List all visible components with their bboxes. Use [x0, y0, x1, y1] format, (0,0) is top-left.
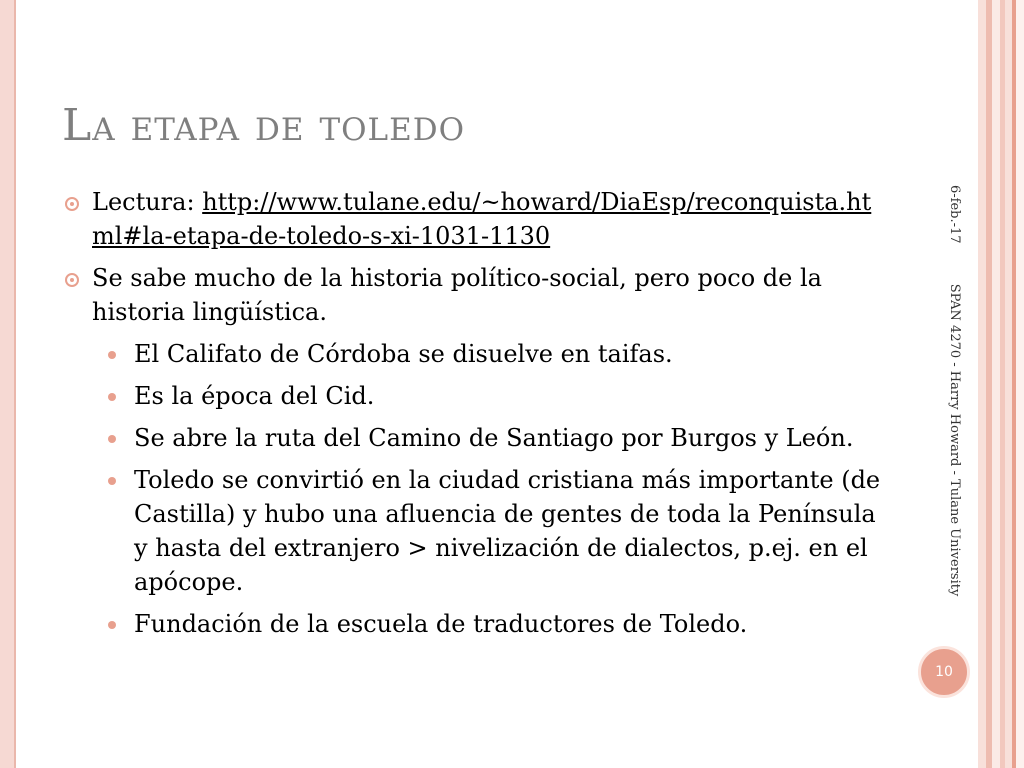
side-footer	[947, 185, 962, 596]
filled-circle-icon	[108, 621, 116, 629]
bullet-lectura	[62, 185, 882, 253]
sub-bullet-toledo	[62, 463, 882, 599]
sub-bullet-text: Es la época del Cid.	[134, 382, 375, 410]
bullet-text: Lectura:	[92, 188, 203, 216]
sub-bullet-text: Toledo se convirtió en la ciudad cristiana más importante (de Castilla) y hubo una afluencia de gentes de toda la Península y hasta del extranjero > nivelización de dialectos, p.ej. en el apócope.	[134, 466, 881, 596]
sub-bullet-cid	[62, 379, 882, 413]
slide-body	[62, 185, 882, 649]
page-number-badge: 10	[918, 646, 970, 698]
sub-bullet-camino	[62, 421, 882, 455]
reading-link[interactable]: http://www.tulane.edu/~howard/DiaEsp/reconquista.html#la-etapa-de-toledo-s-xi-1031-1130	[92, 188, 872, 250]
sub-bullet-text: El Califato de Córdoba se disuelve en taifas.	[134, 340, 673, 368]
left-frame-band	[0, 0, 14, 768]
bullet-text: Se sabe mucho de la historia político-social, pero poco de la historia lingüística.	[92, 264, 822, 326]
filled-circle-icon	[108, 435, 116, 443]
bullet-historia	[62, 261, 882, 329]
hollow-circle-icon	[65, 197, 79, 211]
filled-circle-icon	[108, 351, 116, 359]
slide-title: La etapa de toledo	[62, 100, 466, 151]
right-stripe-decoration	[978, 0, 1024, 768]
slide-date: 6-feb.-17	[947, 185, 962, 244]
sub-bullet-escuela	[62, 607, 882, 641]
sub-bullet-text: Fundación de la escuela de traductores de Toledo.	[134, 610, 748, 638]
filled-circle-icon	[108, 393, 116, 401]
course-footer: SPAN 4270 - Harry Howard - Tulane University	[947, 283, 962, 597]
hollow-circle-icon	[65, 273, 79, 287]
sub-bullet-text: Se abre la ruta del Camino de Santiago por Burgos y León.	[134, 424, 854, 452]
filled-circle-icon	[108, 477, 116, 485]
left-frame-line	[14, 0, 16, 768]
sub-bullet-califato	[62, 337, 882, 371]
